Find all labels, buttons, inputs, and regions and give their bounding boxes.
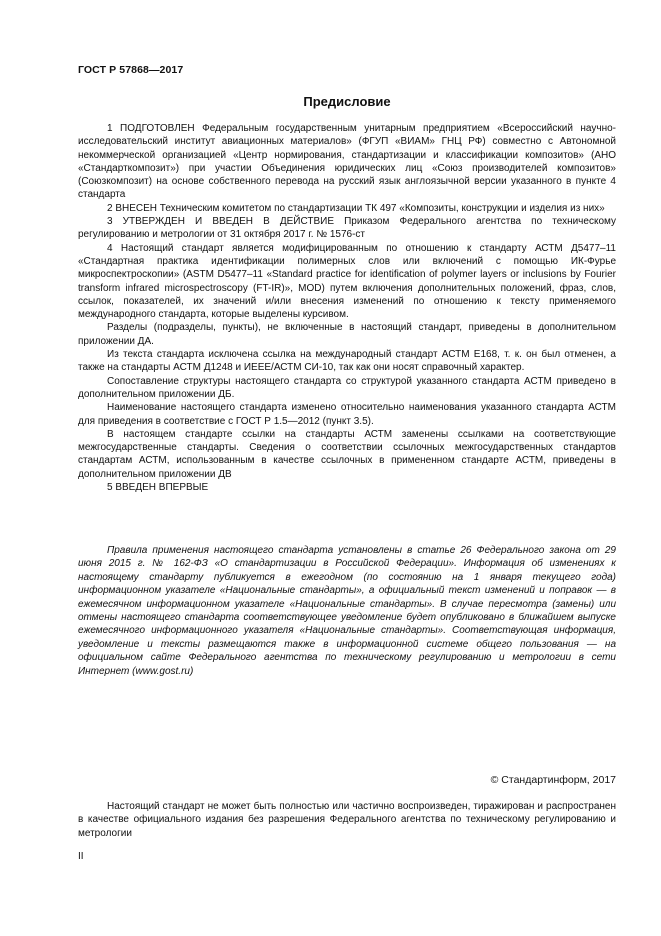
preface-item-approved: 3 УТВЕРЖДЕН И ВВЕДЕН В ДЕЙСТВИЕ Приказом Федерального агентства по техническому регулированию и метрологии от 31 октября 2017 г. № 1576-ст bbox=[78, 216, 616, 241]
preface-paragraph-sections: Разделы (подразделы, пункты), не включенные в настоящий стандарт, приведены в дополнительном приложении ДА. bbox=[78, 322, 616, 347]
reproduction-notice-text: Настоящий стандарт не может быть полностью или частично воспроизведен, тиражирован и распространен в качестве официального издания без разрешения Федерального агентства по техническому регулированию и метрологии bbox=[78, 801, 616, 839]
preface-item-submitted: 2 ВНЕСЕН Техническим комитетом по стандартизации ТК 497 «Композиты, конструкции и изделия из них» bbox=[107, 202, 605, 214]
preface-paragraph-excluded-refs: Из текста стандарта исключена ссылка на международный стандарт АСТМ Е168, т. к. он был отменен, а также на стандарты АСТМ Д1248 и ИЕЕЕ/АСТМ СИ-10, так как они носят справочный характер. bbox=[78, 349, 616, 374]
copyright: © Стандартинформ, 2017 bbox=[490, 774, 616, 786]
preface-paragraph-references: В настоящем стандарте ссылки на стандарты АСТМ заменены ссылками на соответствующие межгосударственные стандарты. Сведения о соответствии ссылочных межгосударственных стандартов стандартам АСТМ, использованным в качестве ссылочных в примененном стандарте АСТМ, приведены в дополнительном приложении ДВ bbox=[78, 428, 616, 480]
page-title: Предисловие bbox=[303, 94, 391, 109]
preface-item-introduced: 5 ВВЕДЕН ВПЕРВЫЕ bbox=[107, 482, 209, 494]
preface-paragraph-title-change: Наименование настоящего стандарта изменено относительно наименования указанного стандарта АСТМ для приведения в соответствие с ГОСТ Р 1.5—2012 (пункт 3.5). bbox=[78, 402, 616, 427]
reproduction-notice bbox=[78, 800, 616, 840]
preface-item-prepared: 1 ПОДГОТОВЛЕН Федеральным государственным унитарным предприятием «Всероссийский научно-исследовательский институт авиационных материалов» (ФГУП «ВИАМ» ГНЦ РФ) совместно с Автономной некоммерческой организацией «Центр нормирования, стандартизации и классификации композитов» (АНО «Стандарткомпозит») при участии Объединения юридических лиц «Союз производителей композитов» (Союзкомпозит) на основе собственного перевода на русский язык англоязычной версии указанного в пункте 4 стандарта bbox=[78, 123, 616, 201]
preface-item-modified: 4 Настоящий стандарт является модифицированным по отношению к стандарту АСТМ Д5477–11 «Стандартная практика идентификации полимерных слов или включений с помощью ИК-Фурье микроспектроскопии» (ASTM D5477–11 «Standard practice for identification of polymer layers or inclusions by Fourier transform infrared microspectroscopy (FT-IR)», MOD) путем включения дополнительных положений, фраз, слов, ссылок, показателей, их значений и/или внесения изменений по отношению к тексту применяемого международного стандарта, которые выделены курсивом. bbox=[78, 242, 616, 321]
standard-code: ГОСТ Р 57868—2017 bbox=[78, 64, 184, 76]
preface-body bbox=[78, 122, 616, 494]
preface-paragraph-structure: Сопоставление структуры настоящего стандарта со структурой указанного стандарта АСТМ приведено в дополнительном приложении ДБ. bbox=[78, 375, 616, 400]
application-rules bbox=[78, 544, 616, 678]
page-number: II bbox=[78, 851, 84, 862]
application-rules-text: Правила применения настоящего стандарта установлены в статье 26 Федерального закона от 29 июня 2015 г. № 162-ФЗ «О стандартизации в Российской Федерации». Информация об изменениях к настоящему стандарту публикуется в ежегодном (по состоянию на 1 января текущего года) информационном указателе «Национальные стандарты», а официальный текст изменений и поправок — в ежемесячном информационном указателе «Национальные стандарты». В случае пересмотра (замены) или отмены настоящего стандарта соответствующее уведомление будет опубликовано в ближайшем выпуске ежемесячного информационного указателя «Национальные стандарты». Соответствующая информация, уведомление и тексты размещаются также в информационной системе общего пользования — на официальном сайте Федерального агентства по техническому регулированию и метрологии в сети Интернет (www.gost.ru) bbox=[78, 545, 616, 677]
